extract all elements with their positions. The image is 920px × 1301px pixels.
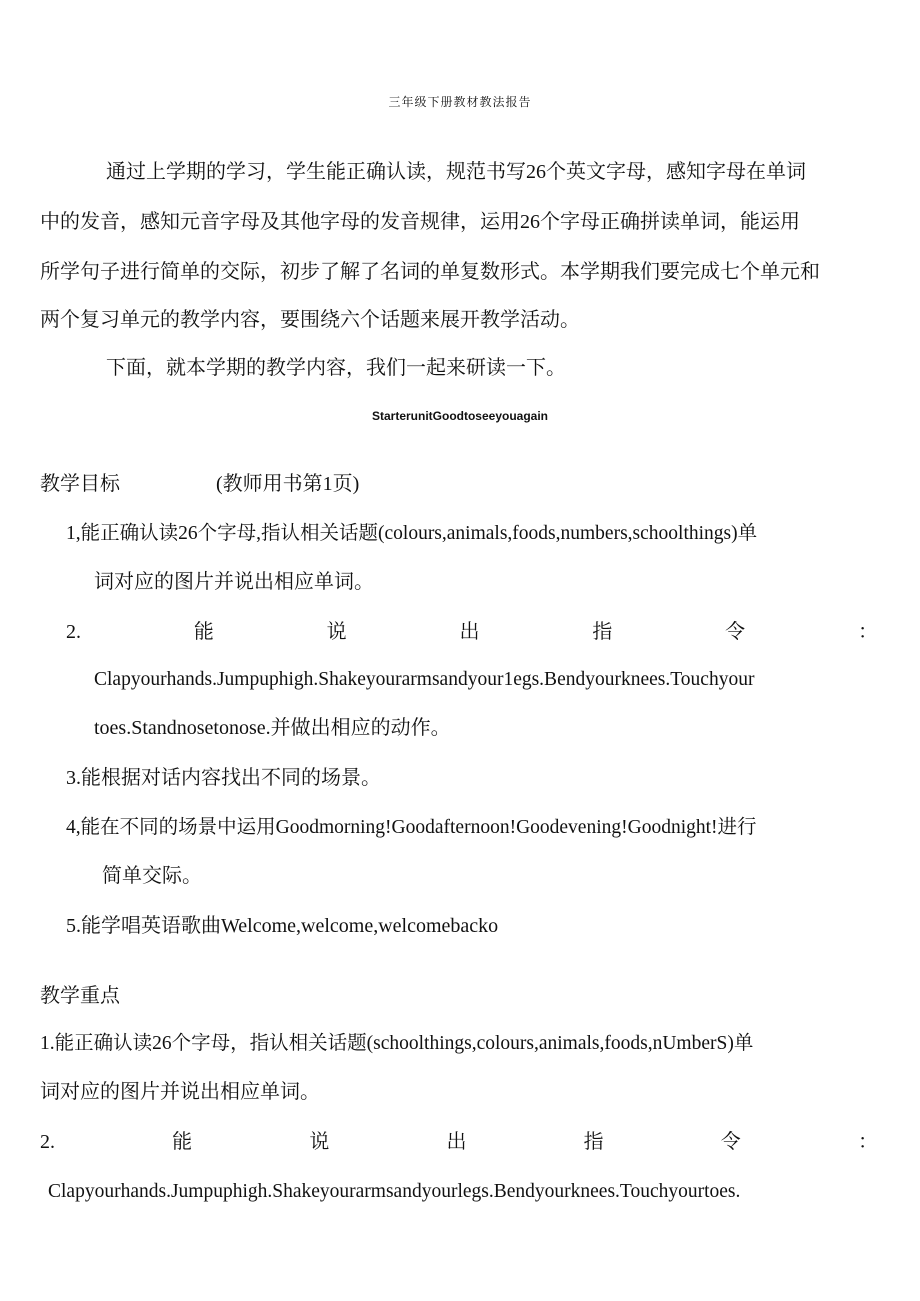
objective-item-1: 1,能正确认读26个字母,指认相关话题(colours,animals,foods,numbers,schoolthings)单 bbox=[66, 523, 758, 544]
item-token: 令 bbox=[725, 621, 746, 643]
objective-item-2 bbox=[66, 618, 878, 646]
intro-paragraph-line: 中的发音，感知元音字母及其他字母的发音规律，运用26个字母正确拼读单词，能运用 bbox=[40, 211, 800, 233]
key-point-item-1: 1.能正确认读26个字母，指认相关话题(schoolthings,colours,animals,foods,nUmberS)单 bbox=[40, 1033, 754, 1054]
key-point-item-2 bbox=[40, 1128, 878, 1156]
item-token: ： bbox=[857, 1131, 878, 1153]
item-token: 能 bbox=[193, 621, 214, 643]
objective-item-4: 4,能在不同的场景中运用Goodmorning!Goodafternoon!Goodevening!Goodnight!进行 bbox=[66, 817, 757, 838]
intro-paragraph-line: 通过上学期的学习，学生能正确认读，规范书写26个英文字母，感知字母在单词 bbox=[106, 161, 806, 183]
item-number: 2. bbox=[66, 621, 81, 643]
objectives-reference: (教师用书第1页) bbox=[216, 473, 360, 495]
intro-transition: 下面，就本学期的教学内容，我们一起来研读一下。 bbox=[106, 357, 566, 379]
item-token: 出 bbox=[459, 621, 480, 643]
unit-heading: StarterunitGoodtoseeyouagain bbox=[371, 409, 549, 423]
item-token: 指 bbox=[592, 621, 613, 643]
item-token: 能 bbox=[172, 1131, 193, 1153]
objective-item-1-cont: 词对应的图片并说出相应单词。 bbox=[94, 571, 374, 593]
objective-item-5: 5.能学唱英语歌曲Welcome,welcome,welcomebacko bbox=[66, 915, 499, 937]
key-point-item-1-cont: 词对应的图片并说出相应单词。 bbox=[40, 1081, 320, 1103]
intro-paragraph-line: 所学句子进行简单的交际，初步了解了名词的单复数形式。本学期我们要完成七个单元和 bbox=[40, 261, 820, 283]
item-token: ： bbox=[857, 621, 878, 643]
objective-item-4-cont: 简单交际。 bbox=[102, 865, 202, 887]
item-token: 说 bbox=[326, 621, 347, 643]
objectives-label: 教学目标 bbox=[40, 473, 120, 495]
item-token: 说 bbox=[309, 1131, 330, 1153]
intro-paragraph-line: 两个复习单元的教学内容，要围绕六个话题来展开教学活动。 bbox=[40, 309, 580, 331]
item-token: 指 bbox=[583, 1131, 604, 1153]
objective-item-2-commands: Clapyourhands.Jumpuphigh.Shakeyourarmsandyour1egs.Bendyourknees.Touchyour bbox=[94, 669, 755, 690]
key-point-item-2-commands: Clapyourhands.Jumpuphigh.Shakeyourarmsandyourlegs.Bendyourknees.Touchyourtoes. bbox=[48, 1181, 741, 1202]
key-points-label: 教学重点 bbox=[40, 985, 120, 1007]
document-title: 三年级下册教材教法报告 bbox=[388, 95, 532, 109]
objective-item-2-cont: toes.Standnosetonose.并做出相应的动作。 bbox=[94, 717, 451, 739]
item-token: 出 bbox=[446, 1131, 467, 1153]
item-token: 令 bbox=[720, 1131, 741, 1153]
item-number: 2. bbox=[40, 1131, 55, 1153]
objective-item-3: 3.能根据对话内容找出不同的场景。 bbox=[66, 767, 381, 789]
